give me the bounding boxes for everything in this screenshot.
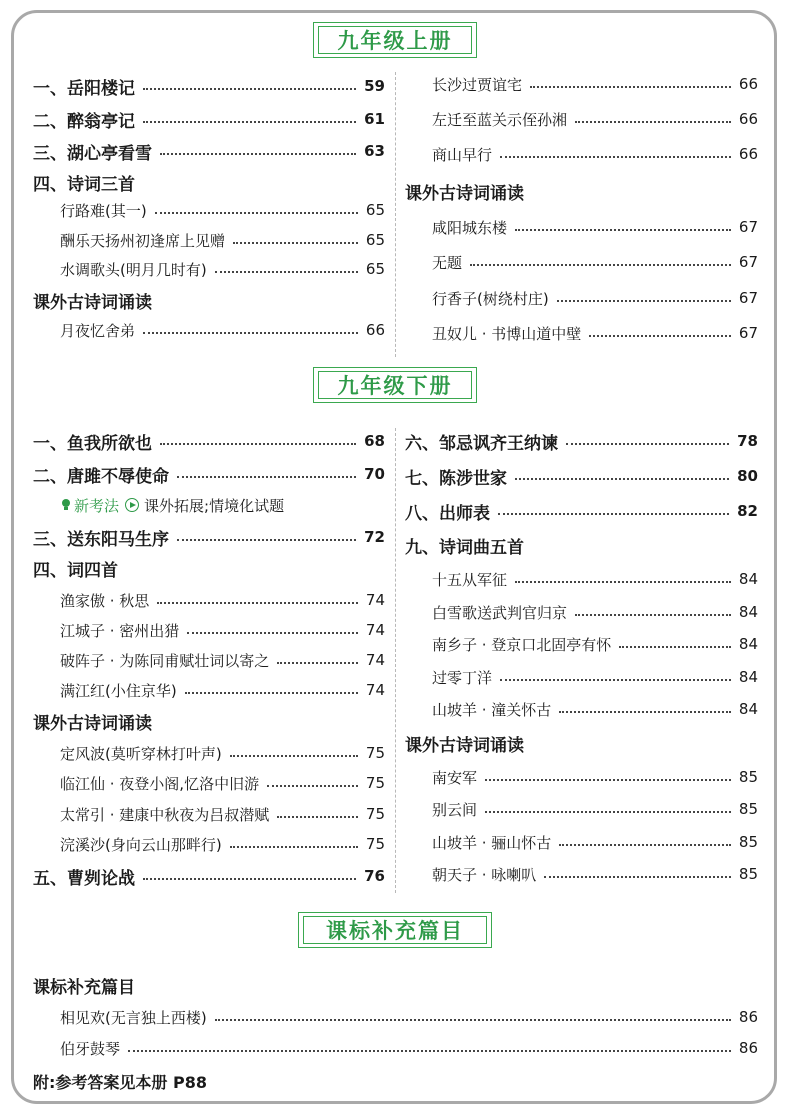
toc-entry[interactable] [60,588,385,612]
page-number: 72 [364,528,385,546]
play-icon [125,498,139,512]
section-heading: 课外古诗词诵读 [405,735,524,756]
toc-entry[interactable] [60,618,385,642]
lightbulb-icon [60,498,72,512]
toc-entry[interactable] [432,765,758,789]
dot-leader [559,711,731,713]
entry-title: 三、湖心亭看雪 [33,143,152,164]
dot-leader [515,229,731,231]
page-number: 82 [737,502,758,520]
page-number: 65 [365,260,385,278]
entry-title: 一、岳阳楼记 [33,78,135,99]
entry-title: 无题 [432,253,463,272]
page-number: 86 [738,1039,758,1057]
page-number: 75 [365,774,385,792]
toc-entry[interactable] [60,318,385,342]
note-label: 新考法 [74,496,120,515]
toc-entry[interactable] [432,697,758,721]
dot-leader [230,755,358,757]
dot-leader [485,779,731,781]
entry-title: 丑奴儿 · 书博山道中壁 [432,324,582,343]
entry-title: 临江仙 · 夜登小阁,忆洛中旧游 [60,774,260,793]
page-number: 66 [738,145,758,163]
toc-entry[interactable] [33,107,385,131]
entry-title: 朝天子 · 咏喇叭 [432,865,537,884]
page-number: 66 [738,110,758,128]
toc-entry[interactable] [33,429,385,453]
section-heading: 课外古诗词诵读 [405,183,524,204]
toc-entry[interactable] [432,862,758,886]
entry-title: 破阵子 · 为陈同甫赋壮词以寄之 [60,651,270,670]
page-number: 74 [365,651,385,669]
entry-title: 白雪歌送武判官归京 [432,603,568,622]
dot-leader [530,86,731,88]
toc-entry[interactable] [60,832,385,856]
page-number: 66 [738,75,758,93]
toc-entry[interactable] [33,139,385,163]
toc-entry[interactable] [60,1036,758,1060]
entry-title: 三、送东阳马生序 [33,529,169,550]
dot-leader [187,632,358,634]
entry-title: 山坡羊 · 骊山怀古 [432,833,552,852]
entry-title: 满江红(小住京华) [60,681,177,700]
page-number: 66 [365,321,385,339]
toc-entry[interactable] [60,648,385,672]
entry-title: 咸阳城东楼 [432,218,508,237]
dot-leader [185,692,358,694]
dot-leader [143,121,356,123]
toc-entry[interactable] [60,771,385,795]
entry-title: 太常引 · 建康中秋夜为吕叔潜赋 [60,805,270,824]
page-number: 70 [364,465,385,483]
entry-title: 南安军 [432,768,478,787]
page-number: 63 [364,142,385,160]
dot-leader [544,876,731,878]
dot-leader [559,844,731,846]
dot-leader [215,1019,731,1021]
dot-leader [143,88,356,90]
entry-title: 江城子 · 密州出猎 [60,621,180,640]
section-heading: 课外古诗词诵读 [33,713,152,734]
page-number: 68 [364,432,385,450]
dot-leader [575,121,731,123]
toc-entry[interactable] [432,665,758,689]
dot-leader [233,242,358,244]
entry-title: 七、陈涉世家 [405,468,507,489]
dot-leader [619,646,731,648]
dot-leader [589,335,731,337]
page-number: 74 [365,591,385,609]
toc-entry[interactable] [405,499,758,523]
toc-entry[interactable] [432,250,758,274]
toc-entry[interactable] [405,429,758,453]
dot-leader [143,878,356,880]
page-number: 84 [738,570,758,588]
entry-title: 二、醉翁亭记 [33,111,135,132]
toc-entry[interactable] [432,567,758,591]
toc-entry[interactable] [60,228,385,252]
page-number: 84 [738,603,758,621]
dot-leader [277,816,358,818]
entry-title: 五、曹刿论战 [33,868,135,889]
toc-entry[interactable] [432,107,758,131]
dot-leader [575,614,731,616]
note-text: 课外拓展;情境化试题 [144,496,285,515]
section-heading: 课标补充篇目 [33,977,135,998]
toc-entry[interactable] [60,802,385,826]
dot-leader [470,264,731,266]
toc-entry[interactable] [432,72,758,96]
toc-entry[interactable] [33,462,385,486]
entry-title: 六、邹忌讽齐王纳谏 [405,433,558,454]
dot-leader [277,662,358,664]
dot-leader [498,513,729,515]
dot-leader [157,602,358,604]
toc-entry[interactable] [33,525,385,549]
entry-title: 相见欢(无言独上西楼) [60,1008,207,1027]
banner-grade9-upper: 九年级上册 [313,22,477,58]
entry-title: 二、唐雎不辱使命 [33,466,169,487]
page-number: 65 [365,231,385,249]
page-number: 75 [365,744,385,762]
toc-entry[interactable] [432,321,758,345]
dot-leader [566,443,729,445]
entry-title: 长沙过贾谊宅 [432,75,523,94]
section-heading: 四、诗词三首 [33,174,135,195]
dot-leader [177,476,356,478]
page-number: 76 [364,867,385,885]
banner-grade9-lower: 九年级下册 [313,367,477,403]
toc-entry[interactable] [60,198,385,222]
entry-title: 渔家傲 · 秋思 [60,591,150,610]
entry-title: 浣溪沙(身向云山那畔行) [60,835,222,854]
page-number: 85 [738,768,758,786]
page-number: 85 [738,800,758,818]
section-heading: 四、词四首 [33,560,118,581]
entry-title: 商山早行 [432,145,493,164]
entry-title: 伯牙鼓琴 [60,1039,121,1058]
page-number: 84 [738,635,758,653]
dot-leader [515,581,731,583]
toc-entry[interactable] [33,74,385,98]
page-number: 86 [738,1008,758,1026]
page-number: 61 [364,110,385,128]
entry-title: 山坡羊 · 潼关怀古 [432,700,552,719]
toc-entry[interactable] [60,741,385,765]
entry-title: 行香子(树绕村庄) [432,289,549,308]
toc-entry[interactable] [432,830,758,854]
dot-leader [485,811,731,813]
toc-entry[interactable] [432,142,758,166]
dot-leader [128,1050,731,1052]
entry-title: 左迁至蓝关示侄孙湘 [432,110,568,129]
entry-title: 酬乐天扬州初逢席上见赠 [60,231,226,250]
dot-leader [267,785,358,787]
page-number: 67 [738,253,758,271]
dot-leader [215,271,358,273]
page-number: 65 [365,201,385,219]
column-divider-upper [395,72,396,357]
toc-entry[interactable] [432,215,758,239]
toc-entry[interactable] [432,632,758,656]
page-number: 74 [365,621,385,639]
entry-title: 一、鱼我所欲也 [33,433,152,454]
toc-entry[interactable] [60,1005,758,1029]
entry-title: 定风波(莫听穿林打叶声) [60,744,222,763]
page-number: 75 [365,805,385,823]
entry-title: 过零丁洋 [432,668,493,687]
dot-leader [500,156,731,158]
page-number: 74 [365,681,385,699]
entry-title: 十五从军征 [432,570,508,589]
entry-title: 八、出师表 [405,503,490,524]
section-heading: 课外古诗词诵读 [33,292,152,313]
column-divider-lower [395,428,396,893]
entry-title: 别云间 [432,800,478,819]
toc-entry[interactable] [405,464,758,488]
dot-leader [230,846,358,848]
entry-title: 水调歌头(明月几时有) [60,260,207,279]
page-number: 67 [738,324,758,342]
toc-entry[interactable] [60,257,385,281]
entry-title: 行路难(其一) [60,201,147,220]
dot-leader [155,212,358,214]
appendix-note: 附:参考答案见本册 P88 [33,1072,207,1092]
dot-leader [557,300,731,302]
dot-leader [177,539,356,541]
toc-entry[interactable] [432,797,758,821]
toc-entry[interactable] [432,600,758,624]
page-number: 67 [738,289,758,307]
page-number: 84 [738,700,758,718]
page-number: 59 [364,77,385,95]
page-number: 67 [738,218,758,236]
banner-supplement: 课标补充篇目 [298,912,492,948]
page-number: 78 [737,432,758,450]
new-method-note [60,493,284,517]
page-number: 80 [737,467,758,485]
page-number: 85 [738,833,758,851]
page-number: 75 [365,835,385,853]
dot-leader [143,332,358,334]
entry-title: 月夜忆舍弟 [60,321,136,340]
page-number: 84 [738,668,758,686]
dot-leader [160,153,356,155]
toc-entry[interactable] [432,286,758,310]
toc-entry[interactable] [33,864,385,888]
dot-leader [515,478,729,480]
toc-entry[interactable] [60,678,385,702]
dot-leader [160,443,356,445]
entry-title: 南乡子 · 登京口北固亭有怀 [432,635,612,654]
section-heading: 九、诗词曲五首 [405,537,524,558]
page-number: 85 [738,865,758,883]
dot-leader [500,679,731,681]
